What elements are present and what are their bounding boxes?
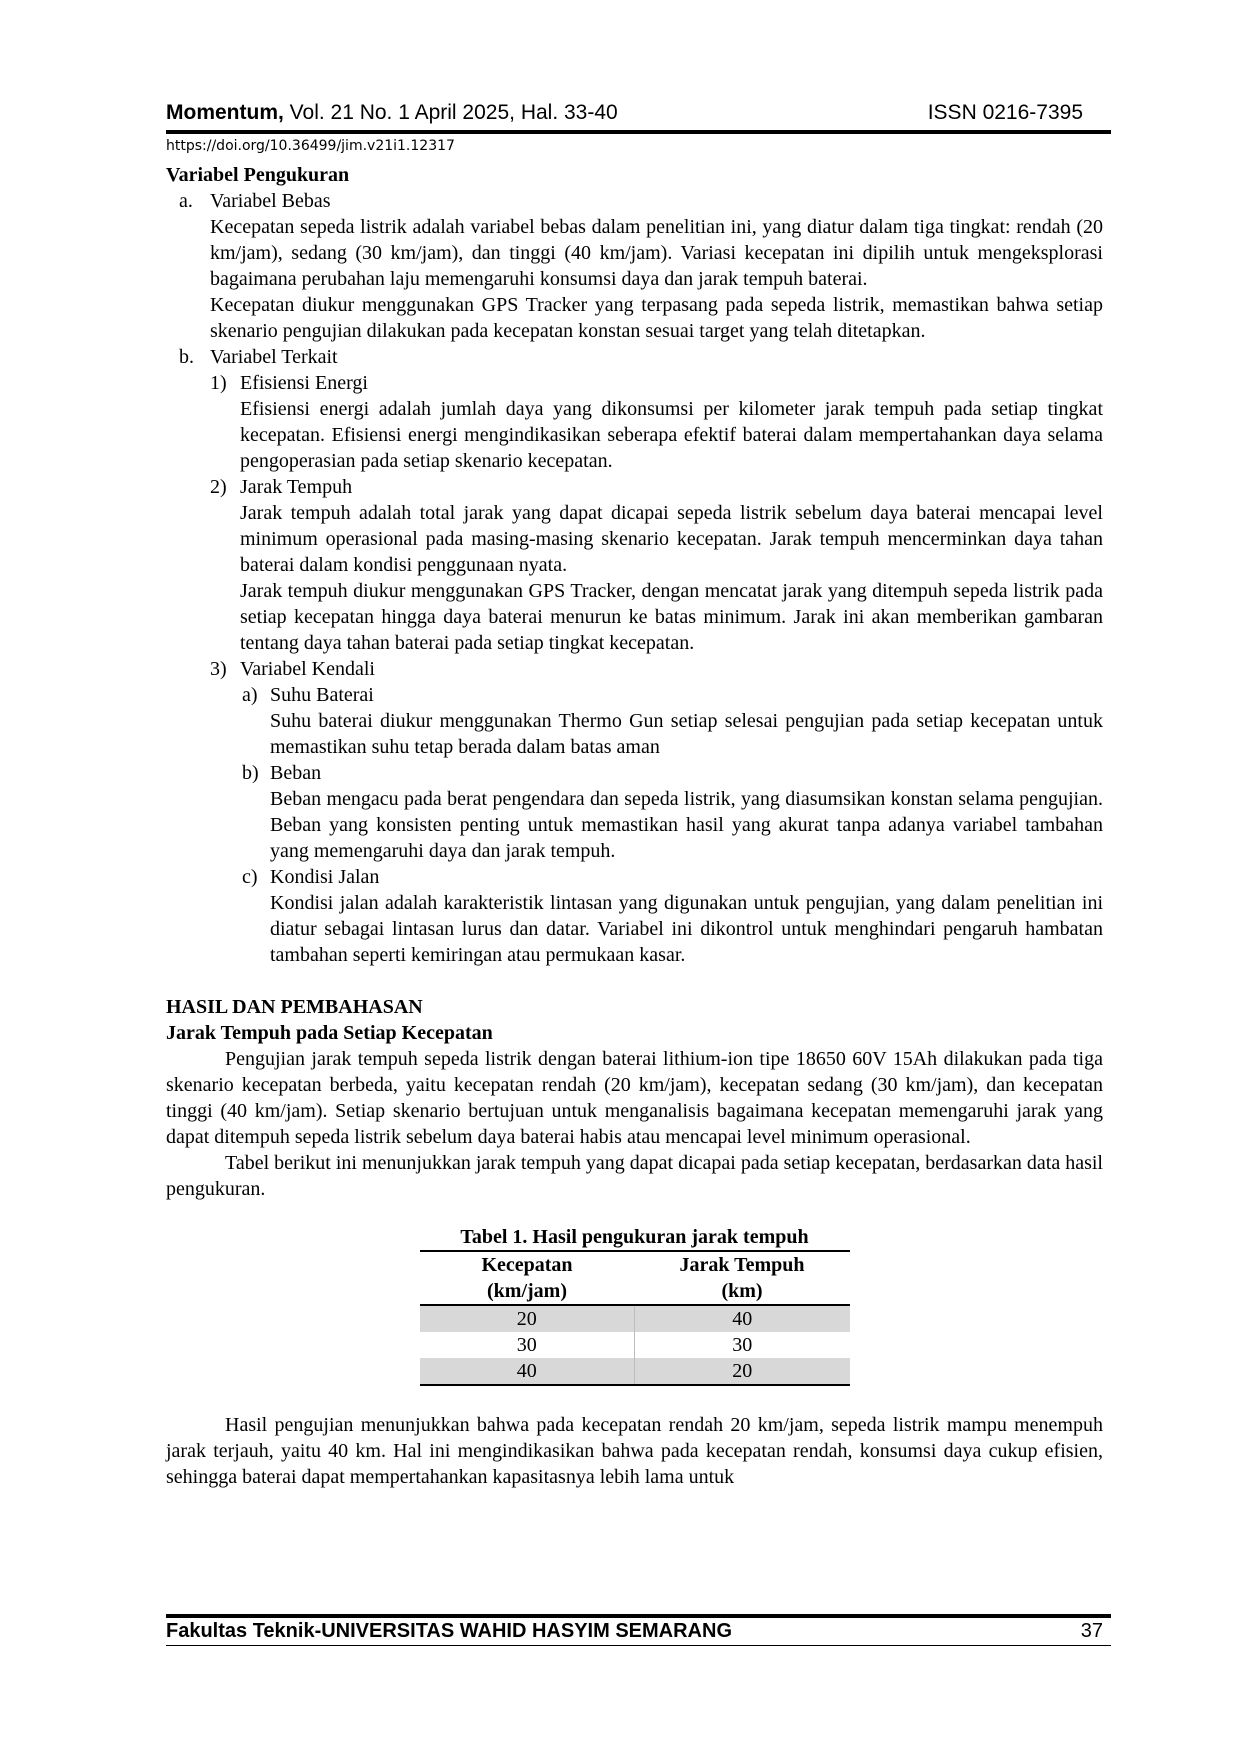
paragraph: Beban mengacu pada berat pengendara dan sepeda listrik, yang diasumsikan konstan selama pengujian. Beban yang konsisten penting untuk memastikan hasil yang akurat tanpa adanya variabel tambahan yang memengaruhi daya dan jarak tempuh. (270, 788, 1103, 862)
page-content (166, 162, 1103, 1490)
section-heading-variables: Variabel Pengukuran (166, 164, 350, 186)
list-item-label: Kondisi Jalan (270, 866, 380, 888)
paragraph: Tabel berikut ini menunjukkan jarak tempuh yang dapat dicapai pada setiap kecepatan, berdasarkan data hasil pengukuran. (166, 1152, 1103, 1200)
list-item-label: Beban (270, 762, 322, 784)
list-marker: 3) (210, 658, 227, 680)
cell-speed: 30 (420, 1332, 635, 1358)
column-header-speed (420, 1251, 635, 1305)
paragraph: Jarak tempuh adalah total jarak yang dapat dicapai sepeda listrik sebelum daya baterai mencapai level minimum operasional pada masing-masing skenario kecepatan. Jarak tempuh mencerminkan daya tahan baterai dalam kondisi penggunaan nyata. (240, 502, 1103, 576)
cell-speed: 40 (420, 1358, 635, 1385)
list-item-label: Variabel Bebas (210, 190, 331, 212)
list-marker: c) (242, 866, 258, 888)
column-header-line: (km) (721, 1280, 763, 1302)
table-row (420, 1332, 850, 1358)
list-marker: b. (179, 346, 194, 368)
table-row (420, 1358, 850, 1385)
results-table (420, 1250, 850, 1386)
list-item-b3 (166, 656, 1103, 682)
list-item-label: Jarak Tempuh (240, 476, 353, 498)
list-item-b1 (166, 370, 1103, 396)
paragraph: Jarak tempuh diukur menggunakan GPS Tracker, dengan mencatat jarak yang ditempuh sepeda listrik pada setiap kecepatan hingga daya baterai menurun ke batas minimum. Jarak ini akan memberikan gambaran tentang daya tahan baterai pada setiap tingkat kecepatan. (240, 580, 1103, 654)
cell-distance: 20 (635, 1358, 850, 1385)
journal-issue: Vol. 21 No. 1 April 2025, Hal. 33-40 (283, 101, 618, 124)
list-marker: a) (242, 684, 258, 706)
table-caption-text: Tabel 1. Hasil pengukuran jarak tempuh (460, 1226, 809, 1248)
list-item-b (166, 344, 1103, 370)
page-number: 37 (1080, 1620, 1103, 1642)
issn: ISSN 0216-7395 (927, 101, 1083, 124)
paragraph: Pengujian jarak tempuh sepeda listrik dengan baterai lithium-ion tipe 18650 60V 15Ah dilakukan pada tiga skenario kecepatan berbeda, yaitu kecepatan rendah (20 km/jam), kecepatan sedang (30 km/jam), dan kecepatan tinggi (40 km/jam). Setiap skenario bertujuan untuk menganalisis bagaimana kecepatan memengaruhi jarak yang dapat ditempuh sepeda listrik sebelum daya baterai habis atau mencapai level minimum operasional. (166, 1048, 1103, 1148)
list-marker: a. (179, 190, 193, 212)
list-item-b2 (166, 474, 1103, 500)
footer-rule (166, 1614, 1111, 1618)
list-marker: 1) (210, 372, 227, 394)
column-header-distance (635, 1251, 850, 1305)
list-item-label: Suhu Baterai (270, 684, 374, 706)
list-item-c3 (166, 864, 1103, 890)
doi-link[interactable]: https://doi.org/10.36499/jim.v21i1.12317 (166, 138, 455, 154)
list-marker: 2) (210, 476, 227, 498)
institution-name: Fakultas Teknik-UNIVERSITAS WAHID HASYIM SEMARANG (166, 1620, 732, 1642)
paragraph: Kondisi jalan adalah karakteristik lintasan yang digunakan untuk pengujian, yang dalam penelitian ini diatur sebagai lintasan lurus dan datar. Variabel ini dikontrol untuk menghindari pengaruh hambatan tambahan seperti kemiringan atau permukaan kasar. (270, 892, 1103, 966)
column-header-line: Kecepatan (481, 1254, 573, 1276)
subsection-heading: Jarak Tempuh pada Setiap Kecepatan (166, 1022, 493, 1044)
table-header-row (420, 1251, 850, 1305)
paragraph: Efisiensi energi adalah jumlah daya yang dikonsumsi per kilometer jarak tempuh pada setiap tingkat kecepatan. Efisiensi energi mengindikasikan seberapa efektif baterai dalam mempertahankan daya selama pengoperasian pada setiap skenario kecepatan. (240, 398, 1103, 472)
section-heading-results: HASIL DAN PEMBAHASAN (166, 996, 423, 1018)
paragraph: Kecepatan diukur menggunakan GPS Tracker yang terpasang pada sepeda listrik, memastikan bahwa setiap skenario pengujian dilakukan pada kecepatan konstan sesuai target yang telah ditetapkan. (210, 294, 1103, 342)
table-row (420, 1305, 850, 1332)
journal-name: Momentum, (166, 101, 284, 124)
list-item-label: Variabel Terkait (210, 346, 338, 368)
list-item-label: Efisiensi Energi (240, 372, 368, 394)
list-item-c2 (166, 760, 1103, 786)
cell-distance: 30 (732, 1334, 753, 1356)
cell-speed: 20 (420, 1305, 635, 1332)
list-item-a (166, 188, 1103, 214)
header-rule (166, 130, 1111, 134)
paragraph: Kecepatan sepeda listrik adalah variabel bebas dalam penelitian ini, yang diatur dalam tiga tingkat: rendah (20 km/jam), sedang (30 km/jam), dan tinggi (40 km/jam). Variasi kecepatan ini dipilih untuk mengeksplorasi bagaimana perubahan laju memengaruhi konsumsi daya dan jarak tempuh baterai. (210, 216, 1103, 290)
cell-distance: 40 (635, 1305, 850, 1332)
footer-underline (166, 1645, 1111, 1646)
column-header-line: Jarak Tempuh (679, 1254, 805, 1276)
list-item-label: Variabel Kendali (240, 658, 375, 680)
running-header (166, 101, 1103, 131)
table-block (420, 1224, 850, 1386)
journal-citation (166, 101, 618, 125)
list-marker: b) (242, 762, 259, 784)
table-caption (420, 1224, 850, 1250)
paragraph: Hasil pengujian menunjukkan bahwa pada kecepatan rendah 20 km/jam, sepeda listrik mampu menempuh jarak terjauh, yaitu 40 km. Hal ini mengindikasikan bahwa pada kecepatan rendah, konsumsi daya cukup efisien, sehingga baterai dapat mempertahankan kapasitasnya lebih lama untuk (166, 1414, 1103, 1488)
paragraph: Suhu baterai diukur menggunakan Thermo Gun setiap selesai pengujian pada setiap kecepatan untuk memastikan suhu tetap berada dalam batas aman (270, 710, 1103, 758)
column-header-line: (km/jam) (487, 1280, 567, 1302)
list-item-c1 (166, 682, 1103, 708)
